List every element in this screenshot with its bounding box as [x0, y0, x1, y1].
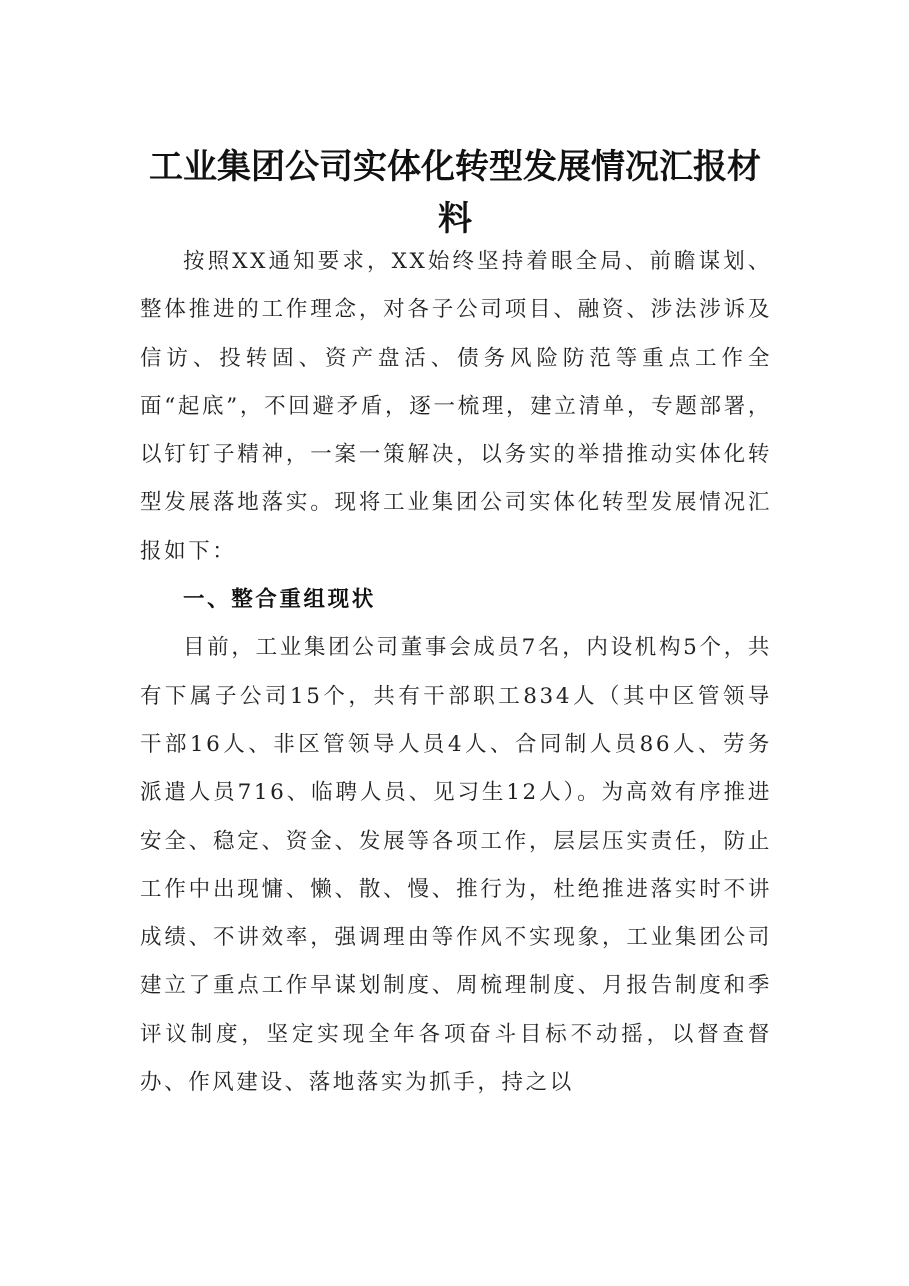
intro-paragraph: 按照XX通知要求，XX始终坚持着眼全局、前瞻谋划、整体推进的工作理念，对各子公司项目、融资、涉法涉诉及信访、投转固、资产盘活、债务风险防范等重点工作全面“起底”，不回避矛盾，逐一梳理，建立清单，专题部署，以钉钉子精神，一案一策解决，以务实的举措推动实体化转型发展落地落实。现将工业集团公司实体化转型发展情况汇报如下： [140, 249, 772, 564]
section-paragraph: 目前，工业集团公司董事会成员7名，内设机构5个，共有下属子公司15个，共有干部职工834人（其中区管领导干部16人、非区管领导人员4人、合同制人员86人、劳务派遣人员716、临聘人员、见习生12人）。为高效有序推进安全、稳定、资金、发展等各项工作，层层压实责任，防止工作中出现慵、懒、散、慢、推行为，杜绝推进落实时不讲成绩、不讲效率，强调理由等作风不实现象，工业集团公司建立了重点工作早谋划制度、周梳理制度、月报告制度和季评议制度，坚定实现全年各项奋斗目标不动摇，以督查督办、作风建设、落地落实为抓手，持之以 [140, 635, 772, 1096]
document-title: 工业集团公司实体化转型发展情况汇报材料 [149, 146, 761, 239]
document-body [140, 238, 772, 1107]
section-heading: 一、整合重组现状 [183, 587, 376, 613]
